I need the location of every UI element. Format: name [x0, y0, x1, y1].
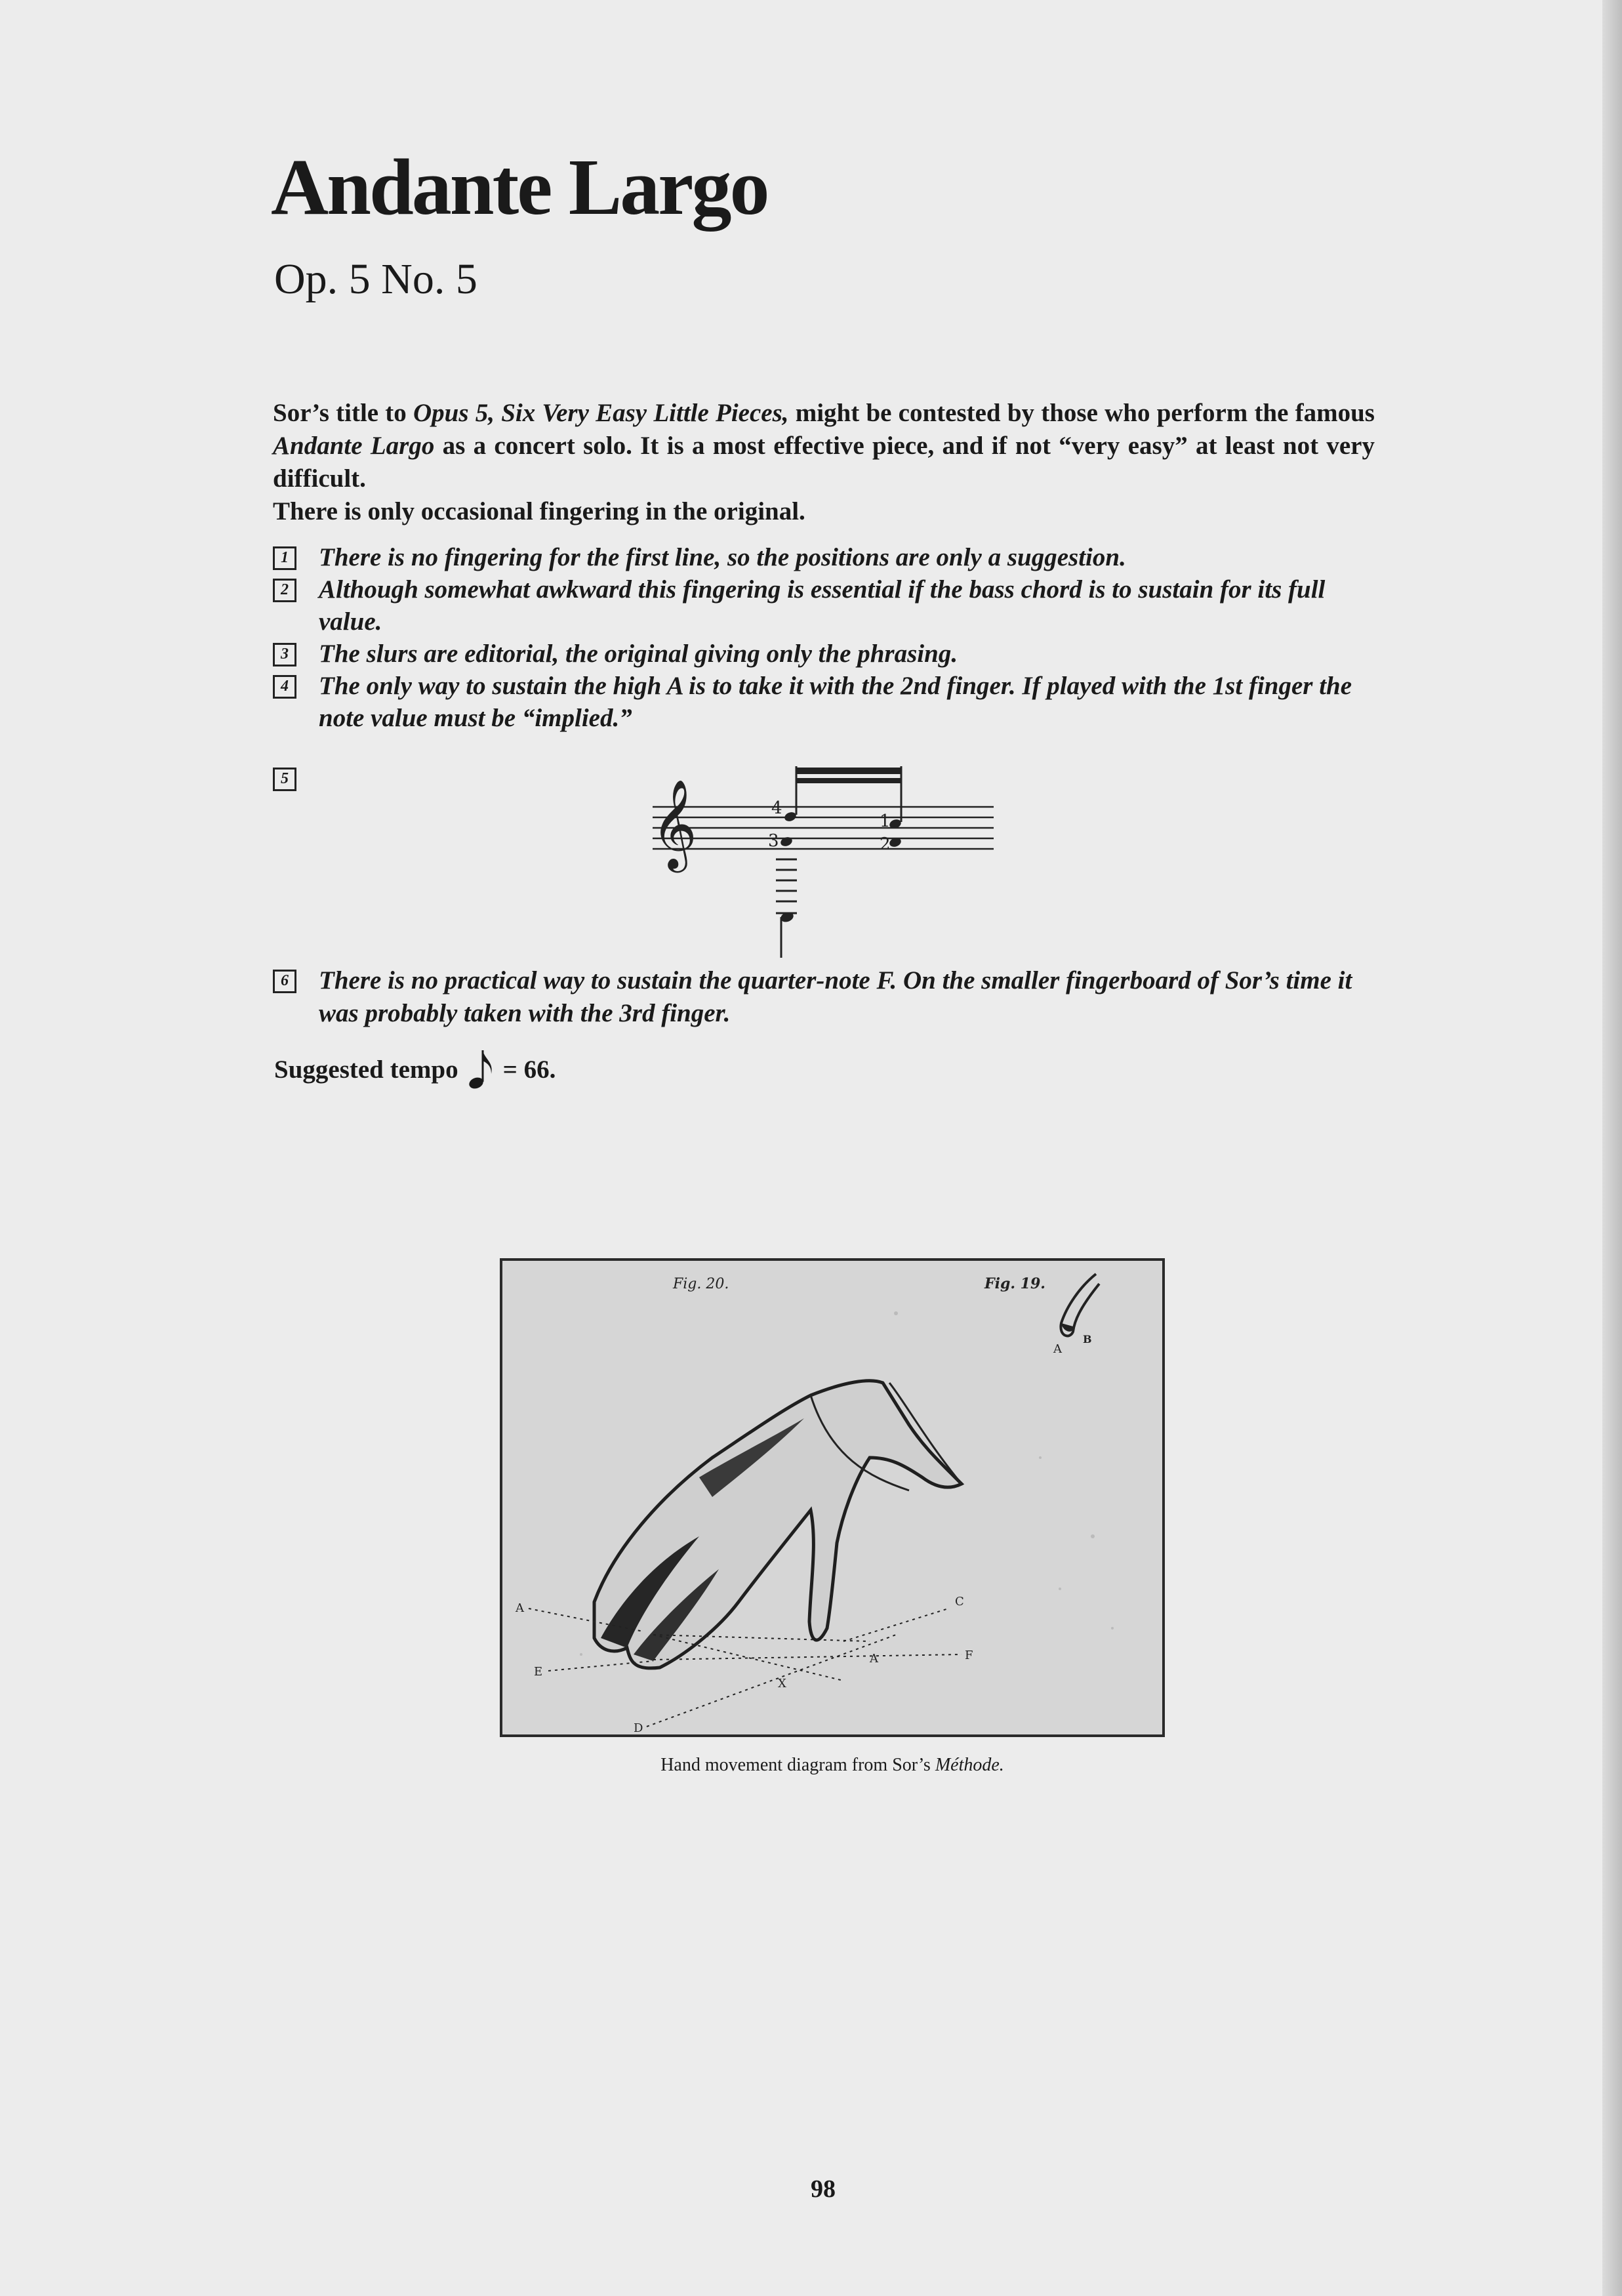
fingering-label: 3 — [768, 831, 779, 851]
page-edge — [1602, 0, 1622, 2296]
music-staff — [639, 761, 1007, 958]
notes-list — [273, 541, 1375, 734]
figure-label: Fig. 20. — [673, 1276, 729, 1292]
svg-text:F: F — [965, 1649, 973, 1662]
svg-text:X: X — [778, 1677, 786, 1691]
page-number: 98 — [811, 2175, 836, 2203]
figure-label: Fig. 19. — [984, 1275, 1045, 1292]
fingering-label: 2 — [880, 834, 891, 854]
intro-paragraph: Sor’s title to Opus 5, Six Very Easy Little Pieces, might be contested by those who perform the famous Andante Largo as a concert solo. It is a most effective piece, and if not “very easy” at least not very difficult. There is only occasional fingering in the original. — [273, 397, 1375, 528]
note-1 — [273, 541, 1375, 573]
eighth-note-icon — [468, 1046, 494, 1092]
note-text: The slurs are editorial, the original giving only the phrasing. — [319, 640, 958, 668]
note-6 — [273, 964, 1375, 1030]
note-number-box: 1 — [273, 546, 296, 570]
figure-caption: Hand movement diagram from Sor’s Méthode. — [660, 1755, 1004, 1775]
tempo-marking — [274, 1046, 556, 1092]
svg-text:A: A — [870, 1652, 878, 1666]
svg-text:A: A — [516, 1601, 524, 1615]
svg-text:D: D — [634, 1721, 643, 1734]
note-3 — [273, 638, 1375, 670]
tempo-label: Suggested tempo — [274, 1055, 458, 1084]
note-text: There is no practical way to sustain the quarter-note F. On the smaller fingerboard of Sor’s time it was probably taken with the 3rd finger. — [319, 966, 1352, 1027]
music-example — [639, 761, 1007, 958]
note-4 — [273, 670, 1375, 734]
intro-line-2: There is only occasional fingering in the original. — [273, 497, 805, 525]
hand-diagram-figure — [500, 1258, 1165, 1737]
svg-text:A: A — [1053, 1342, 1062, 1356]
note-text: There is no fingering for the first line, so the positions are only a suggestion. — [319, 543, 1126, 571]
fingering-label: 4 — [771, 798, 782, 818]
svg-text:B: B — [1083, 1333, 1092, 1345]
tempo-value: = 66. — [502, 1055, 556, 1084]
note-text: Although somewhat awkward this fingering is essential if the bass chord is to sustain for its full value. — [319, 575, 1326, 636]
note-text: The only way to sustain the high A is to take it with the 2nd finger. If played with the 1st finger the note value must be “implied.” — [319, 672, 1352, 732]
note-number-box: 2 — [273, 579, 296, 602]
note-number-box: 6 — [273, 970, 296, 993]
note-5-number-box: 5 — [273, 768, 296, 791]
page-subtitle: Op. 5 No. 5 — [274, 255, 477, 303]
svg-text:C: C — [955, 1595, 964, 1609]
svg-text:E: E — [534, 1665, 543, 1679]
fingering-label: 1 — [880, 811, 891, 831]
hand-illustration — [502, 1261, 1162, 1734]
note-number-box: 4 — [273, 675, 296, 699]
treble-clef-icon: 𝄞 — [651, 778, 697, 869]
note-number-box: 3 — [273, 643, 296, 666]
page-title: Andante Largo — [271, 143, 768, 232]
note-2 — [273, 573, 1375, 638]
